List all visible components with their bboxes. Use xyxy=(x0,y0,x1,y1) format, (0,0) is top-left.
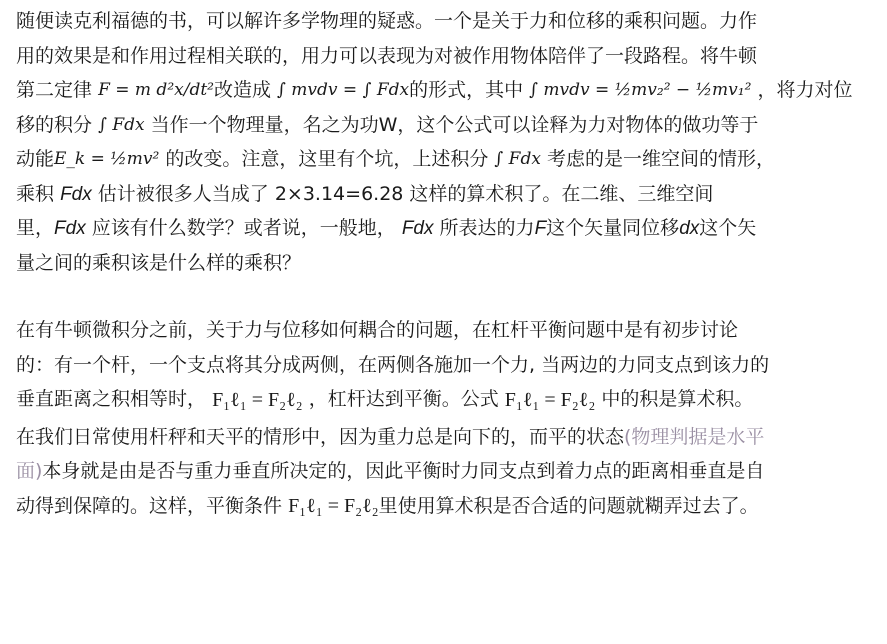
kinetic-energy-difference-formula: ∫ mvdv = ½mv₂² − ½mv₁² xyxy=(529,80,752,100)
text-span: ，将力对位 xyxy=(757,79,853,101)
lever-balance-formula-3: F₁ℓ₁ = F₂ℓ₂ xyxy=(288,495,379,517)
newton-second-law-formula: F = m d²x/dt² xyxy=(98,80,214,100)
text-line xyxy=(16,108,877,143)
text-line xyxy=(16,211,877,246)
muted-text: 面) xyxy=(16,460,43,482)
text-line xyxy=(16,489,877,524)
text-line xyxy=(16,39,877,74)
text-span: 这个矢量同位移 xyxy=(546,217,680,239)
text-span: 随便读克利福德的书，可以解许多学物理的疑惑。一个是关于力和位移的乘积问题。力作 xyxy=(16,10,758,32)
force-vector-term: F xyxy=(534,218,547,239)
text-span: 动能 xyxy=(16,148,55,170)
text-line xyxy=(16,454,877,489)
text-span: 本身就是由是否与重力垂直所决定的，因此平衡时力同支点到着力点的距离相垂直是自 xyxy=(42,460,765,482)
force-integral-formula-2: ∫ Fdx xyxy=(494,149,541,169)
text-span: 动得到保障的。这样，平衡条件 xyxy=(16,494,283,517)
work-integral-formula: ∫ mvdv = ∫ Fdx xyxy=(277,80,410,100)
paragraph-1 xyxy=(16,4,877,280)
fdx-term: Fdx xyxy=(54,218,86,239)
fdx-term: Fdx xyxy=(60,183,92,205)
text-span: 里， xyxy=(16,217,55,239)
paragraph-2 xyxy=(16,313,877,417)
text-line xyxy=(16,4,877,39)
text-line xyxy=(16,73,877,108)
text-span: 在有牛顿微积分之前，关于力与位移如何耦合的问题，在杠杆平衡问题中是有初步讨论 xyxy=(16,319,739,341)
text-line xyxy=(16,246,877,281)
text-line xyxy=(16,420,877,455)
paragraph-3 xyxy=(16,420,877,524)
text-span: 的改变。注意，这里有个坑，上述积分 xyxy=(165,148,489,170)
text-span: 估计被很多人当成了 2×3.14=6.28 这样的算术积了。在二维、三维空间 xyxy=(97,182,714,205)
text-line xyxy=(16,177,877,212)
text-span: 乘积 xyxy=(16,182,55,205)
text-span: ，杠杆达到平衡。公式 xyxy=(308,388,499,410)
text-span: 应该有什么数学？或者说，一般地， xyxy=(91,217,396,239)
text-line xyxy=(16,382,877,417)
text-span: 用的效果是和作用过程相关联的，用力可以表现为对被作用物体陪伴了一段路程。将牛顿 xyxy=(16,44,758,67)
text-line xyxy=(16,348,877,383)
text-line xyxy=(16,313,877,348)
text-line xyxy=(16,142,877,177)
text-span: 移的积分 xyxy=(16,113,93,136)
text-span: 的：有一个杆，一个支点将其分成两侧，在两侧各施加一个力, 当两边的力同支点到该力的 xyxy=(16,353,770,376)
text-span: 第二定律 xyxy=(16,79,93,101)
text-span: 考虑的是一维空间的情形， xyxy=(546,148,775,170)
text-span: 的形式，其中 xyxy=(409,79,524,101)
text-span: 在我们日常使用杆秤和天平的情形中，因为重力总是向下的，而平的状态 xyxy=(16,425,625,448)
text-span: 这个矢 xyxy=(699,217,757,239)
muted-text: (物理判据是水平 xyxy=(624,425,765,448)
text-span: 当作一个物理量，名之为功W，这个公式可以诠释为力对物体的做功等于 xyxy=(150,113,759,136)
text-span: 中的积是算术积。 xyxy=(601,388,754,410)
text-span: 量之间的乘积该是什么样的乘积？ xyxy=(16,251,302,274)
text-span: 垂直距离之积相等时， xyxy=(16,388,207,410)
text-span: 改造成 xyxy=(213,79,271,101)
lever-balance-formula: F₁ℓ₁ = F₂ℓ₂ xyxy=(212,388,303,411)
lever-balance-formula-2: F₁ℓ₁ = F₂ℓ₂ xyxy=(504,388,596,411)
text-span: 所表达的力 xyxy=(439,217,535,239)
kinetic-energy-formula: E_k = ½mv² xyxy=(54,149,160,169)
fdx-term: Fdx xyxy=(401,218,434,239)
force-integral-formula: ∫ Fdx xyxy=(98,114,145,135)
text-span: 里使用算术积是否合适的问题就糊弄过去了。 xyxy=(378,494,759,517)
displacement-term: dx xyxy=(679,218,700,239)
